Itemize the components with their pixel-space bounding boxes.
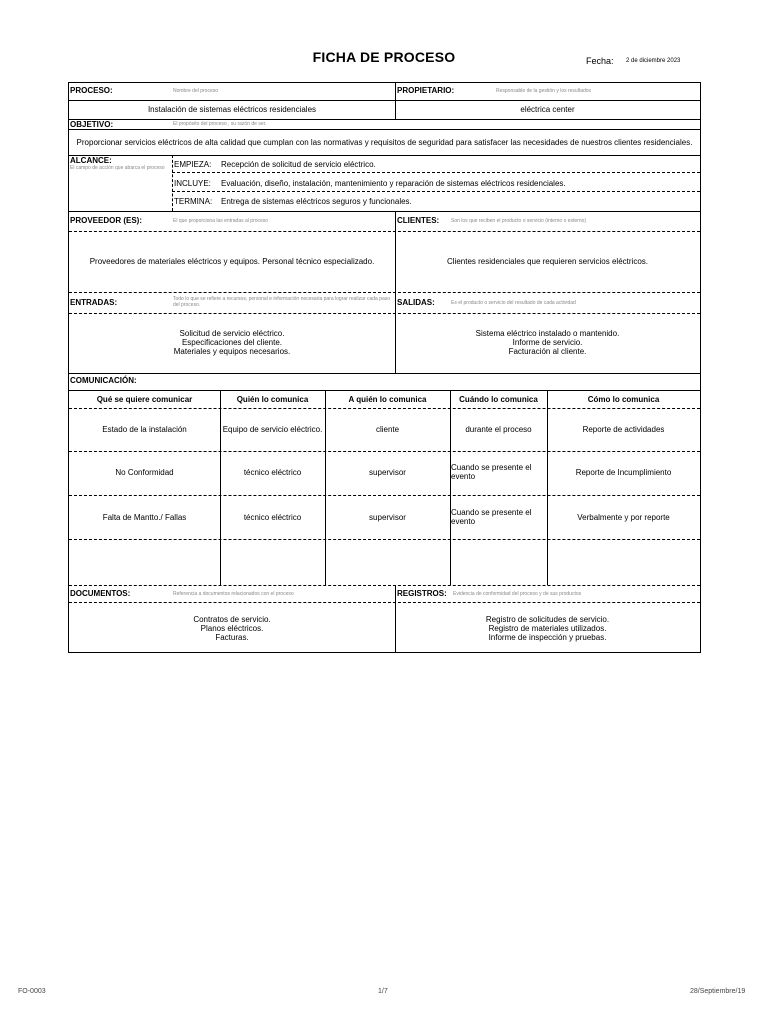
table-cell: Cuando se presente el evento	[451, 463, 532, 481]
table-cell: Cuando se presente el evento	[451, 508, 532, 526]
divider	[69, 313, 700, 314]
divider	[69, 451, 700, 452]
divider	[69, 119, 700, 120]
documentos-value	[69, 615, 395, 642]
documentos-line: Planos eléctricos.	[200, 624, 264, 633]
registros-label: REGISTROS:	[397, 589, 447, 598]
divider	[69, 495, 700, 496]
divider	[69, 211, 700, 212]
objetivo-hint: El propósito del proceso , su razón de ser.	[173, 121, 267, 127]
registros-line: Registro de materiales utilizados.	[488, 624, 607, 633]
objetivo-value: Proporcionar servicios eléctricos de alta calidad que cumplan con las normativas y requisitos de seguridad para satisfacer las necesidades de nuestros clientes residenciales.	[76, 138, 693, 147]
termina-label: TERMINA:	[174, 197, 213, 206]
documentos-hint: Referencia a documentos relacionados con el proceso	[173, 591, 294, 597]
divider	[220, 390, 221, 585]
objetivo-label: OBJETIVO:	[70, 120, 114, 129]
divider	[172, 155, 173, 211]
salidas-hint: Es el producto o servicio del resultado de cada actividad	[451, 300, 576, 306]
clientes-value: Clientes residenciales que requieren servicios eléctricos.	[447, 257, 648, 266]
registros-line: Registro de solicitudes de servicio.	[485, 615, 610, 624]
divider	[450, 390, 451, 585]
divider	[69, 231, 700, 232]
salidas-line: Facturación al cliente.	[508, 347, 587, 356]
termina-value: Entrega de sistemas eléctricos seguros y funcionales.	[221, 197, 412, 206]
divider	[69, 155, 700, 156]
divider	[69, 100, 700, 101]
entradas-hint: Todo lo que se refiere a recursos, personal e información necesaria para lograr realizar cada paso del proceso.	[173, 296, 391, 308]
fecha-value: 2 de diciembre 2023	[626, 58, 681, 64]
page-title: FICHA DE PROCESO	[312, 49, 456, 65]
documentos-line: Facturas.	[215, 633, 249, 642]
table-cell: Estado de la instalación	[102, 425, 187, 434]
process-form	[68, 82, 701, 653]
table-header: Qué se quiere comunicar	[96, 395, 193, 404]
registros-line: Informe de inspección y pruebas.	[488, 633, 607, 642]
table-header: Cómo lo comunica	[587, 395, 660, 404]
table-header: Quién lo comunica	[236, 395, 309, 404]
divider	[69, 390, 700, 391]
table-cell: Reporte de actividades	[582, 425, 665, 434]
documentos-line: Contratos de servicio.	[193, 615, 271, 624]
propietario-label: PROPIETARIO:	[397, 86, 455, 95]
divider	[547, 390, 548, 585]
divider	[172, 172, 700, 173]
table-cell: técnico eléctrico	[243, 468, 302, 477]
divider	[69, 408, 700, 409]
incluye-value: Evaluación, diseño, instalación, mantenimiento y reparación de sistemas eléctricos residenciales.	[221, 179, 566, 188]
salidas-line: Sistema eléctrico instalado o mantenido.	[475, 329, 620, 338]
divider	[325, 390, 326, 585]
empieza-value: Recepción de solicitud de servicio eléctrico.	[221, 160, 376, 169]
salidas-line: Informe de servicio.	[512, 338, 583, 347]
table-cell: cliente	[375, 425, 400, 434]
alcance-hint: El campo de acción que abarca el proceso	[70, 165, 165, 171]
registros-value	[395, 615, 700, 642]
table-cell: Falta de Mantto./ Fallas	[102, 513, 187, 522]
proveedor-hint: El que proporciona las entradas al proceso	[173, 218, 269, 224]
incluye-label: INCLUYE:	[174, 179, 211, 188]
divider	[69, 539, 700, 540]
alcance-label: ALCANCE:	[70, 156, 112, 165]
table-cell: Equipo de servicio eléctrico.	[222, 425, 323, 434]
propietario-hint: Responsable de la gestión y los resultados	[496, 88, 592, 94]
entradas-value	[69, 329, 395, 356]
proceso-hint: Nombre del proceso	[173, 88, 219, 94]
table-cell: No Conformidad	[115, 468, 174, 477]
divider	[69, 585, 700, 586]
table-cell: supervisor	[369, 513, 406, 522]
salidas-value	[395, 329, 700, 356]
registros-hint: Evidencia de conformidad del proceso y de sus productos	[453, 591, 582, 597]
table-cell: Reporte de Incumplimiento	[575, 468, 672, 477]
footer-code: FO-0003	[18, 988, 46, 995]
divider	[69, 602, 700, 603]
divider	[69, 373, 700, 374]
table-header: A quién lo comunica	[348, 395, 427, 404]
proceso-value: Instalación de sistemas eléctricos residenciales	[147, 105, 317, 114]
divider	[395, 211, 396, 292]
table-cell: técnico eléctrico	[243, 513, 302, 522]
table-cell: durante el proceso	[465, 425, 532, 434]
clientes-hint: Son los que reciben el producto o servicio (interno o externo)	[451, 218, 587, 224]
entradas-line: Especificaciones del cliente.	[181, 338, 283, 347]
fecha-label: Fecha:	[586, 56, 614, 66]
entradas-label: ENTRADAS:	[70, 298, 118, 307]
table-header: Cuándo lo comunica	[459, 395, 538, 404]
divider	[69, 292, 700, 293]
comunicacion-label: COMUNICACIÓN:	[70, 376, 137, 385]
proveedor-label: PROVEEDOR (ES):	[70, 216, 143, 225]
proceso-label: PROCESO:	[70, 86, 113, 95]
divider	[172, 191, 700, 192]
propietario-value: eléctrica center	[520, 105, 575, 114]
documentos-label: DOCUMENTOS:	[70, 589, 131, 598]
entradas-line: Materiales y equipos necesarios.	[173, 347, 291, 356]
table-cell: Verbalmente y por reporte	[577, 513, 670, 522]
footer-date: 28/Septiembre/19	[690, 988, 746, 995]
empieza-label: EMPIEZA:	[174, 160, 212, 169]
table-cell: supervisor	[369, 468, 406, 477]
proveedor-value: Proveedores de materiales eléctricos y equipos. Personal técnico especializado.	[89, 257, 375, 266]
clientes-label: CLIENTES:	[397, 216, 440, 225]
salidas-label: SALIDAS:	[397, 298, 435, 307]
divider	[69, 129, 700, 130]
entradas-line: Solicitud de servicio eléctrico.	[179, 329, 285, 338]
footer-page: 1/7	[378, 988, 388, 995]
